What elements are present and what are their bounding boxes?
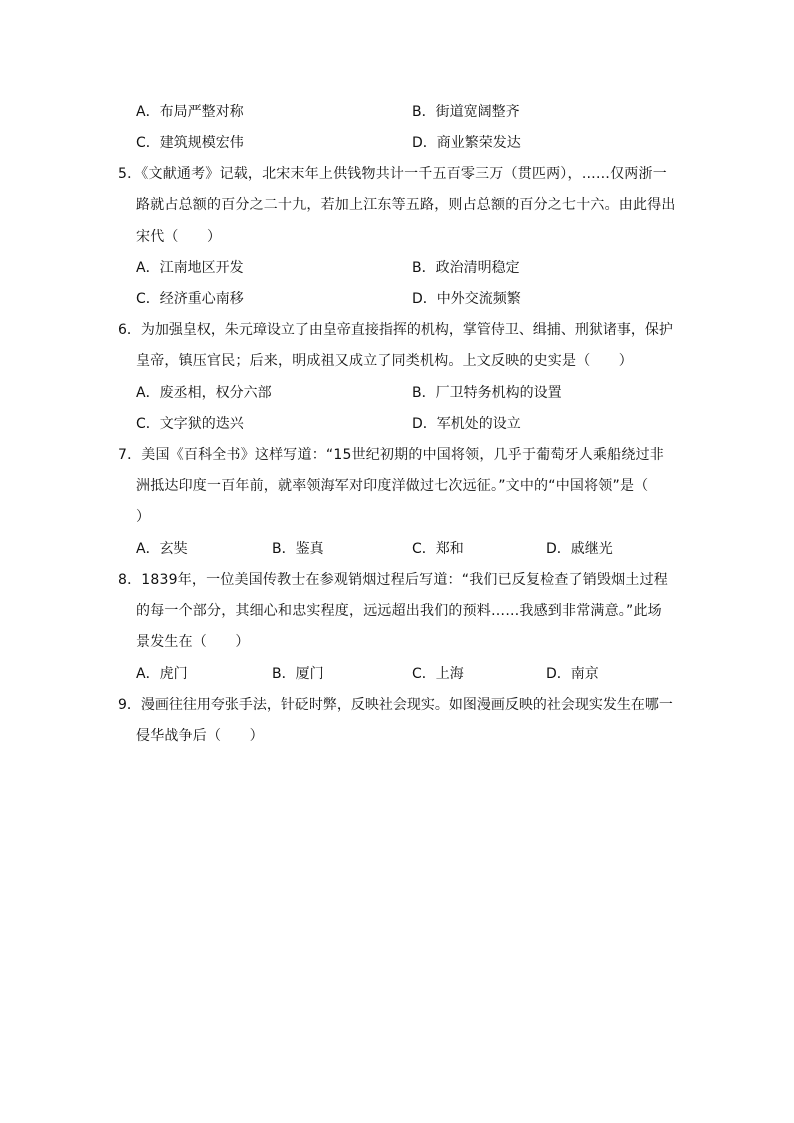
option-a[interactable]: A．江南地区开发 <box>136 260 244 276</box>
option-d[interactable]: D．军机处的设立 <box>412 416 521 432</box>
question-stem-line: 8．1839年，一位美国传教士在参观销烟过程后写道：“我们已反复检查了销毁烟土过程 <box>118 572 668 588</box>
question-stem-line: 宋代（ ） <box>136 229 222 245</box>
option-a[interactable]: A．废丞相，权分六部 <box>136 385 272 401</box>
option-c[interactable]: C．文字狱的迭兴 <box>136 416 244 432</box>
option-d[interactable]: D．戚继光 <box>546 541 613 557</box>
option-c[interactable]: C．建筑规模宏伟 <box>136 135 244 151</box>
option-d[interactable]: D．南京 <box>546 666 599 682</box>
question-stem-line: 6．为加强皇权，朱元璋设立了由皇帝直接指挥的机构，掌管侍卫、缉捕、刑狱诸事，保护 <box>118 322 673 338</box>
option-c[interactable]: C．郑和 <box>412 541 464 557</box>
option-d[interactable]: D．商业繁荣发达 <box>412 135 521 151</box>
option-a[interactable]: A．布局严整对称 <box>136 104 244 120</box>
question-stem-line: 景发生在（ ） <box>136 634 250 650</box>
option-b[interactable]: B．厂卫特务机构的设置 <box>412 385 562 401</box>
question-stem-line: 的每一个部分，其细心和忠实程度，远远超出我们的预料……我感到非常满意。”此场 <box>136 603 662 619</box>
option-c[interactable]: C．上海 <box>412 666 464 682</box>
option-d[interactable]: D．中外交流频繁 <box>412 291 521 307</box>
option-b[interactable]: B．政治清明稳定 <box>412 260 520 276</box>
question-stem-line: 9．漫画往往用夸张手法，针砭时弊，反映社会现实。如图漫画反映的社会现实发生在哪一 <box>118 697 673 713</box>
question-stem-line: 洲抵达印度一百年前，就率领海军对印度洋做过七次远征。”文中的“中国将领”是（ <box>136 478 649 494</box>
question-stem-line: 侵华战争后（ ） <box>136 728 264 744</box>
question-stem-line: 路就占总额的百分之二十九，若加上江东等五路，则占总额的百分之七十六。由此得出 <box>136 197 676 213</box>
option-b[interactable]: B．鉴真 <box>272 541 324 557</box>
option-c[interactable]: C．经济重心南移 <box>136 291 244 307</box>
question-stem-line: 7．美国《百科全书》这样写道：“15世纪初期的中国将领，几乎于葡萄牙人乘船绕过非 <box>118 447 664 463</box>
question-stem-line: 5．《文献通考》记载，北宋末年上供钱物共计一千五百零三万（贯匹两），……仅两浙一 <box>118 166 667 182</box>
option-b[interactable]: B．厦门 <box>272 666 324 682</box>
question-stem-line: ） <box>136 509 151 525</box>
question-stem-line: 皇帝，镇压官民；后来，明成祖又成立了同类机构。上文反映的史实是（ ） <box>136 353 633 369</box>
option-a[interactable]: A．虎门 <box>136 666 188 682</box>
option-a[interactable]: A．玄奘 <box>136 541 188 557</box>
option-b[interactable]: B．街道宽阔整齐 <box>412 104 520 120</box>
